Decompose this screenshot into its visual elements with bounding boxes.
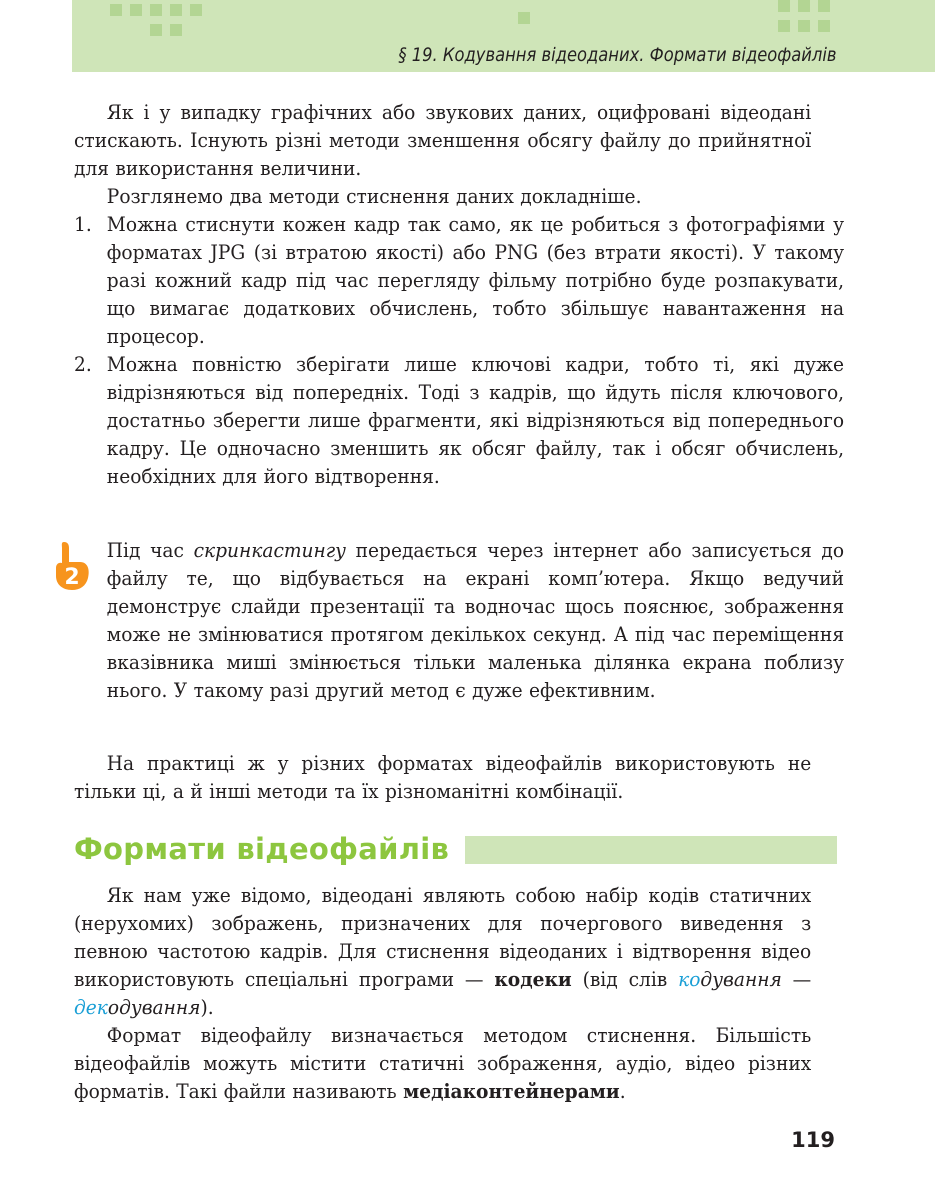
paragraph-codecs: Як нам уже відомо, відеодані являють собою набір кодів статичних (нерухомих) зображень, призначених для почергового виведення з певною частотою кадрів. Для стиснення відеоданих і відтворення відео використовують спеціальні програми — кодеки (від слів кодування — декодування). xyxy=(74,884,812,1019)
note-screencasting: Під час скринкастингу передається через інтернет або записується до файлу те, що відбувається на екрані комп’ютера. Якщо ведучий демонструє слайди презентації та водночас щось пояснює, зображення може не змінюватися протягом декількох секунд. А під час переміщення вказівника миші змінюється тільки маленька ділянка екрана поблизу нього. У такому разі другий метод є дуже ефективним. xyxy=(106,539,845,702)
decor-square xyxy=(190,4,202,16)
list-item-text: Можна стиснути кожен кадр так само, як це робиться з фотографіями у форматах JPG (зі втратою якості) або PNG (без втрати якості). У такому разі кожний кадр під час перегляду фільму потрібно буде розпакувати, що вимагає додаткових обчислень, тобто збільшує навантаження на процесор. xyxy=(106,213,845,348)
note-number: 2 xyxy=(64,565,80,590)
decor-square xyxy=(778,0,790,12)
decor-square xyxy=(170,4,182,16)
decor-square xyxy=(818,20,830,32)
term-screencasting: скринкастингу xyxy=(193,539,346,562)
term-media-containers: медіаконтейнерами xyxy=(403,1080,620,1103)
list-item xyxy=(74,211,844,351)
list-item-number: 1. xyxy=(74,213,92,236)
decor-square xyxy=(150,24,162,36)
decor-square xyxy=(798,0,810,12)
decor-square xyxy=(818,0,830,12)
section-heading-bar xyxy=(465,836,837,864)
running-header-title: § 19. Кодування відеоданих. Формати відеофайлів xyxy=(398,44,837,66)
paragraph-intro-methods: Розглянемо два методи стиснення даних докладніше. xyxy=(106,185,642,208)
list-item-number: 2. xyxy=(74,353,92,376)
decor-square xyxy=(130,4,142,16)
decor-square xyxy=(798,20,810,32)
decor-square xyxy=(518,12,530,24)
list-item-text: Можна повністю зберігати лише ключові кадри, тобто ті, які дуже відрізняються від попередніх. Тоді з кадрів, що йдуть після ключового, достатньо зберегти лише фрагменти, які відрізняються від попереднього кадру. Це одночасно зменшить як обсяг файлу, так і обсяг обчислень, необхідних для його відтворення. xyxy=(106,353,845,488)
list-item xyxy=(74,351,844,491)
section-heading: Формати відеофайлів xyxy=(74,832,450,866)
page-number: 119 xyxy=(791,1128,835,1152)
paragraph-containers: Формат відеофайлу визначається методом стиснення. Більшість відеофайлів можуть містити статичні зображення, аудіо, відео різних форматів. Такі файли називають медіаконтейнерами. xyxy=(74,1024,812,1103)
paragraph-practice: На практиці ж у різних форматах відеофайлів використовують не тільки ці, а й інші методи та їх різноманітні комбінації. xyxy=(74,752,812,803)
decor-square xyxy=(150,4,162,16)
term-codecs: кодеки xyxy=(494,968,572,991)
decor-square xyxy=(778,20,790,32)
decor-square xyxy=(170,24,182,36)
decor-square xyxy=(110,4,122,16)
paragraph-intro: Як і у випадку графічних або звукових даних, оцифровані відеодані стискають. Існують різні методи зменшення обсягу файлу до прийнятної для використання величини. xyxy=(74,101,812,180)
